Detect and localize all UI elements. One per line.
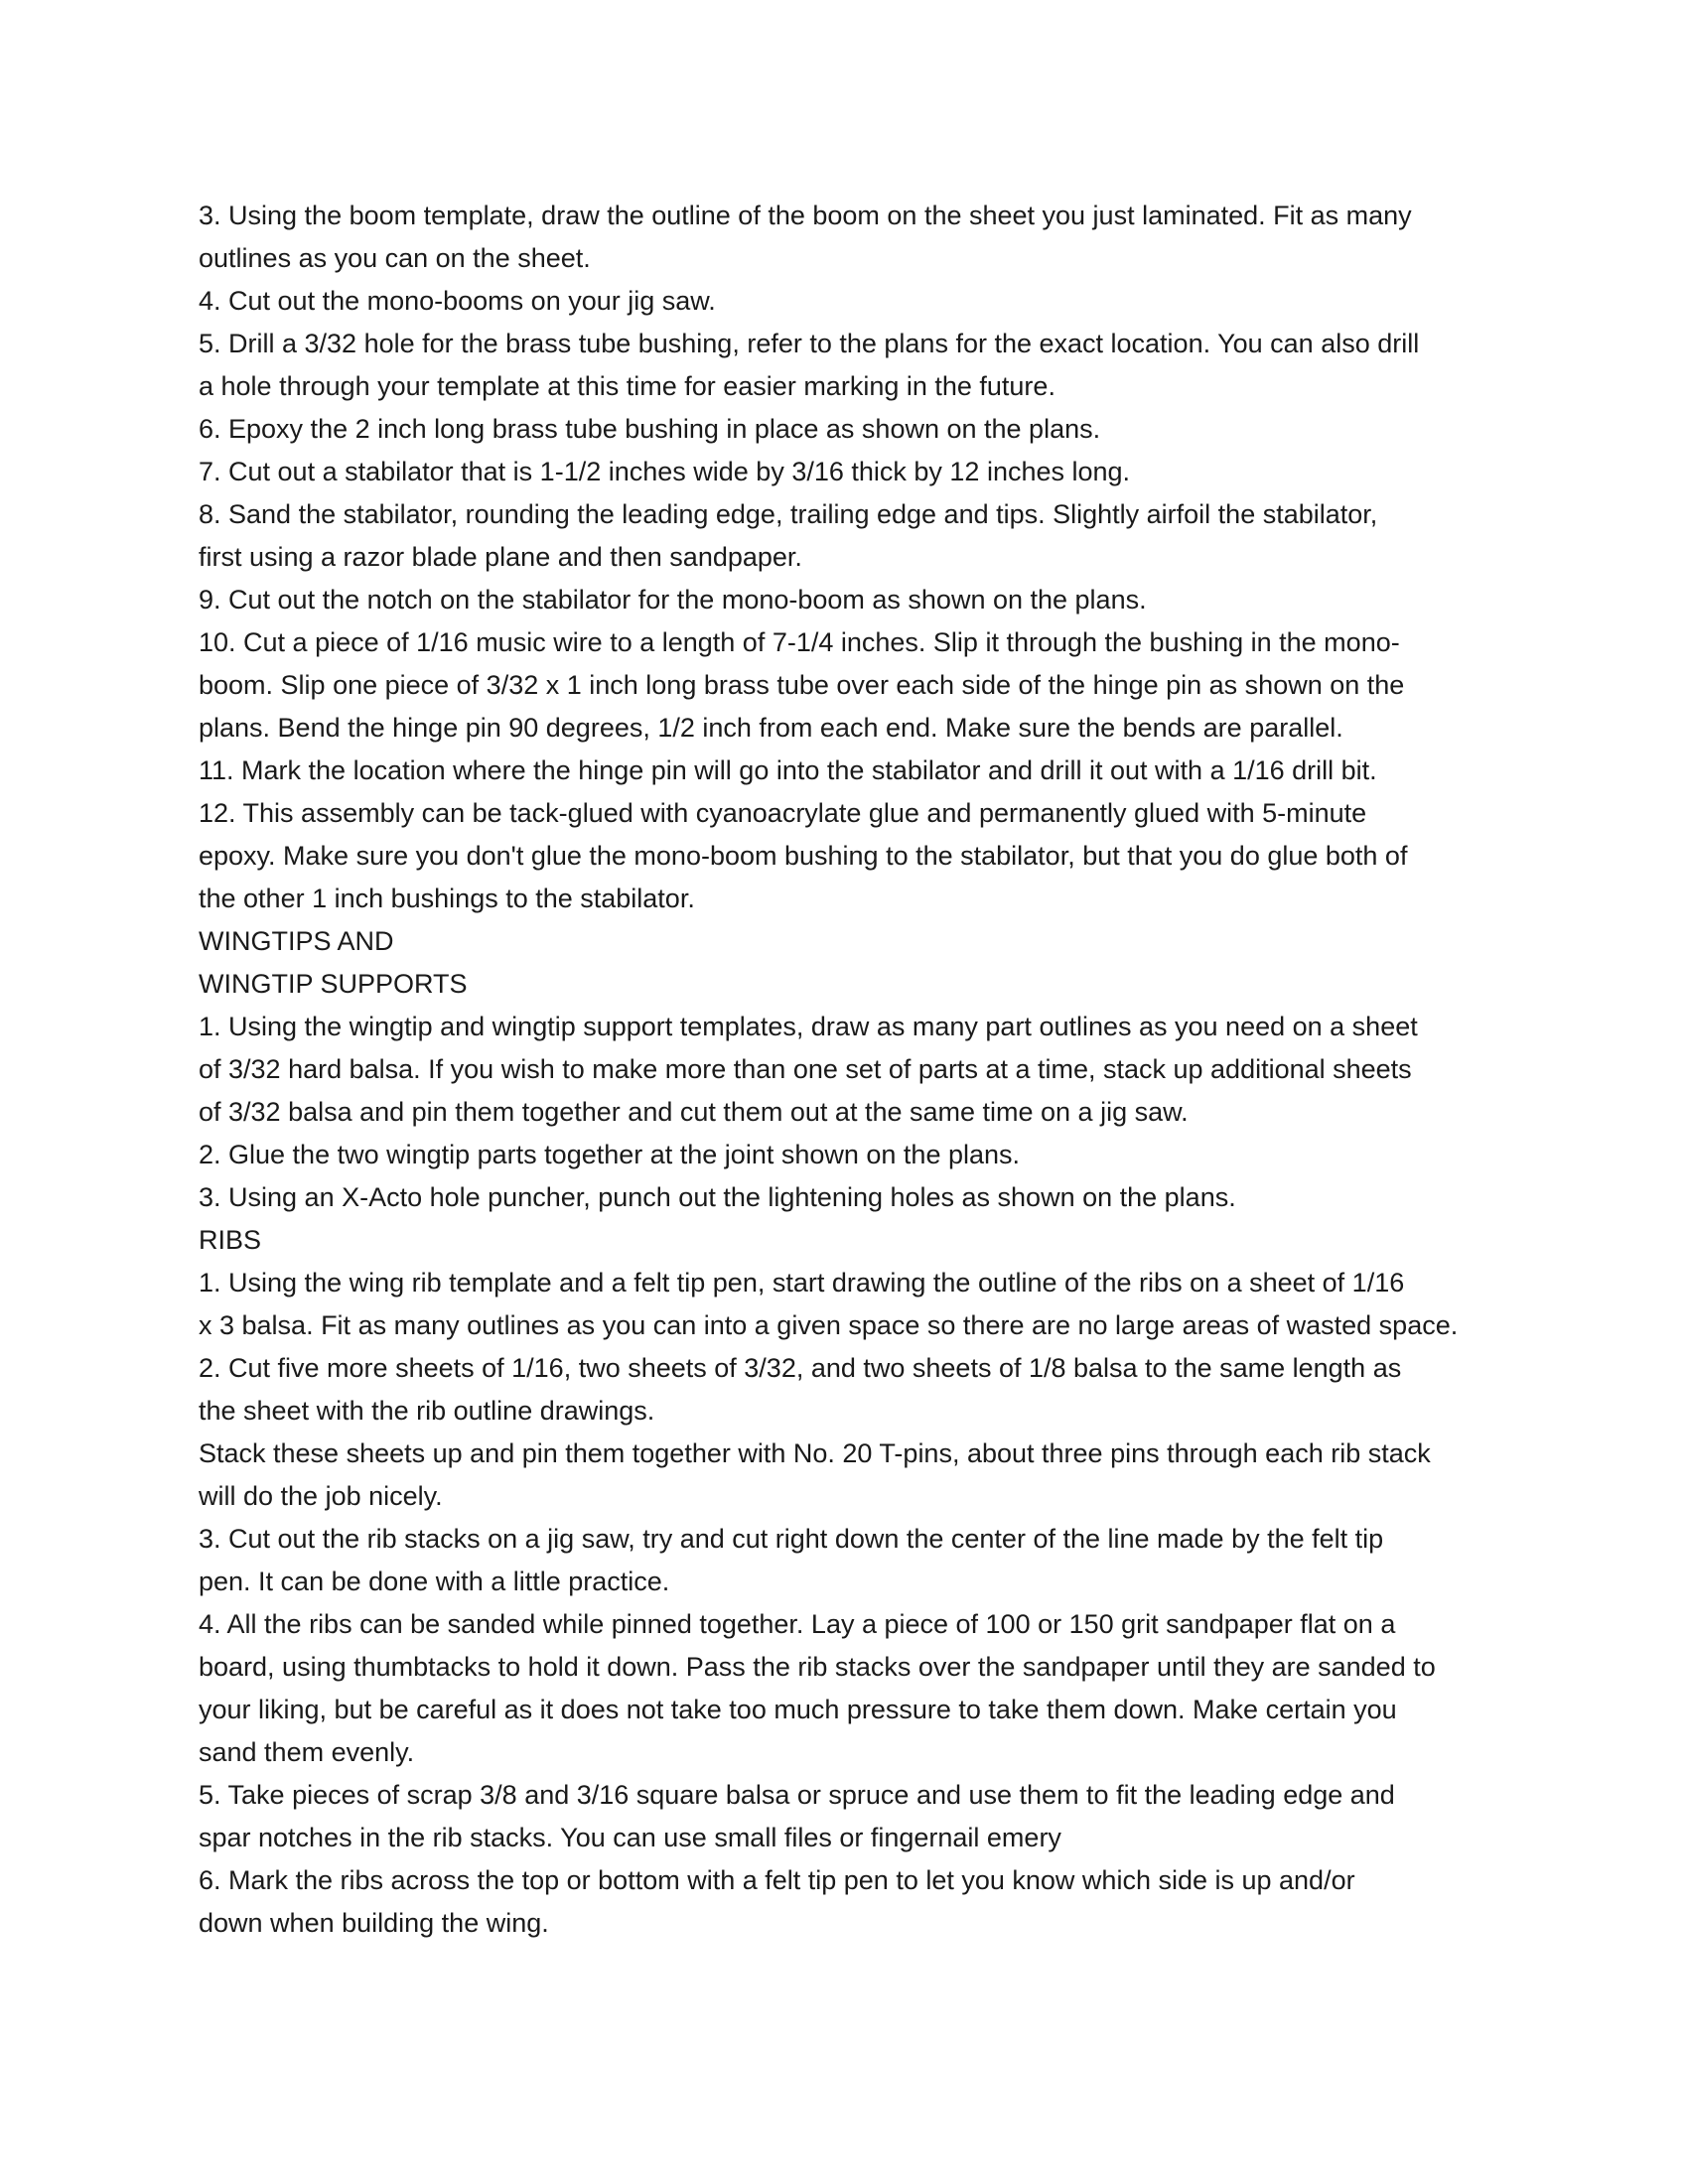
text-line: 12. This assembly can be tack-glued with cyanoacrylate glue and permanently glued with 5-minute (199, 798, 1367, 828)
text-line: 4. All the ribs can be sanded while pinned together. Lay a piece of 100 or 150 grit sandpaper flat on a (199, 1609, 1396, 1639)
text-line: 3. Cut out the rib stacks on a jig saw, try and cut right down the center of the line made by the felt tip (199, 1524, 1384, 1554)
text-line: 1. Using the wing rib template and a felt tip pen, start drawing the outline of the ribs on a sheet of 1/16 (199, 1268, 1405, 1297)
text-line: 8. Sand the stabilator, rounding the leading edge, trailing edge and tips. Slightly airfoil the stabilator, (199, 499, 1378, 529)
text-line: 5. Take pieces of scrap 3/8 and 3/16 square balsa or spruce and use them to fit the leading edge and (199, 1780, 1395, 1810)
text-line: the sheet with the rib outline drawings. (199, 1396, 655, 1426)
document-page (199, 195, 1489, 1945)
text-line: board, using thumbtacks to hold it down. Pass the rib stacks over the sandpaper until they are sanded to (199, 1652, 1436, 1682)
text-line: x 3 balsa. Fit as many outlines as you can into a given space so there are no large areas of wasted space. (199, 1310, 1459, 1340)
text-line: first using a razor blade plane and then sandpaper. (199, 542, 802, 572)
text-line: 10. Cut a piece of 1/16 music wire to a length of 7-1/4 inches. Slip it through the bushing in the mono- (199, 627, 1400, 657)
text-line: of 3/32 hard balsa. If you wish to make more than one set of parts at a time, stack up additional sheets (199, 1054, 1412, 1084)
text-line: 2. Cut five more sheets of 1/16, two sheets of 3/32, and two sheets of 1/8 balsa to the same length as (199, 1353, 1402, 1383)
text-line: outlines as you can on the sheet. (199, 243, 591, 273)
text-line: 4. Cut out the mono-booms on your jig saw. (199, 286, 716, 316)
text-line: will do the job nicely. (199, 1481, 443, 1511)
text-line: plans. Bend the hinge pin 90 degrees, 1/2 inch from each end. Make sure the bends are parallel. (199, 713, 1343, 743)
text-line: down when building the wing. (199, 1908, 549, 1938)
text-line: 6. Mark the ribs across the top or bottom with a felt tip pen to let you know which side is up and/or (199, 1865, 1355, 1895)
text-line: 7. Cut out a stabilator that is 1-1/2 inches wide by 3/16 thick by 12 inches long. (199, 457, 1131, 486)
text-line: the other 1 inch bushings to the stabilator. (199, 884, 695, 913)
section-heading: WINGTIP SUPPORTS (199, 969, 468, 999)
text-line: 6. Epoxy the 2 inch long brass tube bushing in place as shown on the plans. (199, 414, 1101, 444)
text-line: 11. Mark the location where the hinge pin will go into the stabilator and drill it out with a 1/16 drill bit. (199, 755, 1377, 785)
text-line: a hole through your template at this time for easier marking in the future. (199, 371, 1055, 401)
text-line: 5. Drill a 3/32 hole for the brass tube bushing, refer to the plans for the exact location. You can also drill (199, 329, 1420, 358)
text-line: pen. It can be done with a little practice. (199, 1567, 670, 1596)
text-line: 9. Cut out the notch on the stabilator for the mono-boom as shown on the plans. (199, 585, 1147, 614)
text-line: 3. Using the boom template, draw the outline of the boom on the sheet you just laminated. Fit as many (199, 201, 1412, 230)
text-line: spar notches in the rib stacks. You can use small files or fingernail emery (199, 1823, 1061, 1852)
text-line: 2. Glue the two wingtip parts together at the joint shown on the plans. (199, 1140, 1021, 1169)
text-line: Stack these sheets up and pin them together with No. 20 T-pins, about three pins through each rib stack (199, 1438, 1431, 1468)
section-heading: RIBS (199, 1225, 262, 1255)
text-line: 1. Using the wingtip and wingtip support templates, draw as many part outlines as you need on a sheet (199, 1012, 1418, 1041)
text-line: of 3/32 balsa and pin them together and cut them out at the same time on a jig saw. (199, 1097, 1189, 1127)
text-line: sand them evenly. (199, 1737, 415, 1767)
text-line: boom. Slip one piece of 3/32 x 1 inch long brass tube over each side of the hinge pin as shown on the (199, 670, 1405, 700)
section-heading: WINGTIPS AND (199, 926, 394, 956)
text-line: your liking, but be careful as it does not take too much pressure to take them down. Make certain you (199, 1695, 1397, 1724)
text-line: epoxy. Make sure you don't glue the mono-boom bushing to the stabilator, but that you do glue both of (199, 841, 1408, 871)
text-line: 3. Using an X-Acto hole puncher, punch out the lightening holes as shown on the plans. (199, 1182, 1236, 1212)
